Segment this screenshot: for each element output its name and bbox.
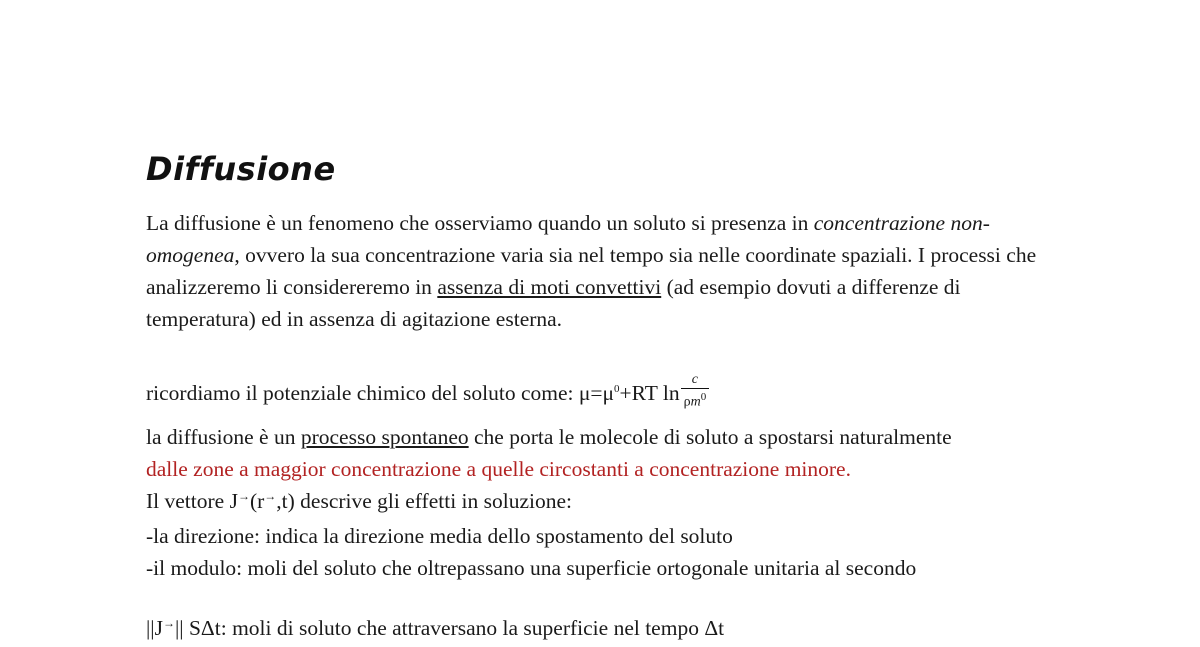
flux-arrow: → <box>162 616 175 630</box>
fraction-m: m <box>690 394 701 410</box>
fraction-superscript: 0 <box>700 390 707 403</box>
vector-arrow-r: → <box>264 489 277 503</box>
diffusion-paragraph <box>146 421 1066 584</box>
intro-text-c: , ovvero la sua concentrazione varia sia nel tempo sia nelle coordinate spaziali. I processi che analizzeremo li considereremo in <box>146 243 1037 299</box>
fraction-denominator <box>681 389 710 411</box>
flux-text-b: || SΔt: moli di soluto che attraversano la superficie nel tempo Δt <box>174 616 725 640</box>
vector-arrow-j: → <box>237 489 250 503</box>
vector-text-b: (r <box>249 489 265 513</box>
diffusion-underlined-term: processo spontaneo <box>300 425 469 449</box>
intro-text-a: La diffusione è un fenomeno che osserviamo quando un soluto si presenza in <box>146 211 814 235</box>
diffusion-red-text: dalle zone a maggior concentrazione a quelle circostanti a concentrazione minore. <box>146 457 851 481</box>
potential-text: ricordiamo il potenziale chimico del soluto come: μ=μ <box>146 381 615 406</box>
flux-text-a: ||J <box>146 616 163 640</box>
intro-text-e: (ad esempio dovuti a differenze di temperatura) ed in assenza di agitazione esterna. <box>146 275 961 331</box>
fraction-rho: ρ <box>683 394 691 410</box>
diffusion-text-c: che porta le molecole di soluto a spostarsi naturalmente <box>468 425 952 449</box>
fraction-numerator: c <box>681 372 710 389</box>
intro-italic-term: concentrazione non-omogenea <box>146 211 990 267</box>
intro-paragraph <box>146 207 1066 335</box>
page-title: Diffusione <box>146 150 336 188</box>
potential-rest: +RT ln <box>619 381 680 406</box>
vector-text-a: Il vettore J <box>146 489 238 513</box>
potential-superscript: 0 <box>614 383 620 395</box>
potential-fraction <box>681 372 710 411</box>
direction-line: -la direzione: indica la direzione media dello spostamento del soluto <box>146 524 733 548</box>
vector-text-c: ,t) descrive gli effetti in soluzione: <box>276 489 573 513</box>
diffusion-text-a: la diffusione è un <box>146 425 301 449</box>
modulus-line: -il modulo: moli del soluto che oltrepassano una superficie ortogonale unitaria al secondo <box>146 556 917 580</box>
chemical-potential-line <box>146 373 1066 415</box>
intro-underlined-term: assenza di moti convettivi <box>437 275 662 299</box>
